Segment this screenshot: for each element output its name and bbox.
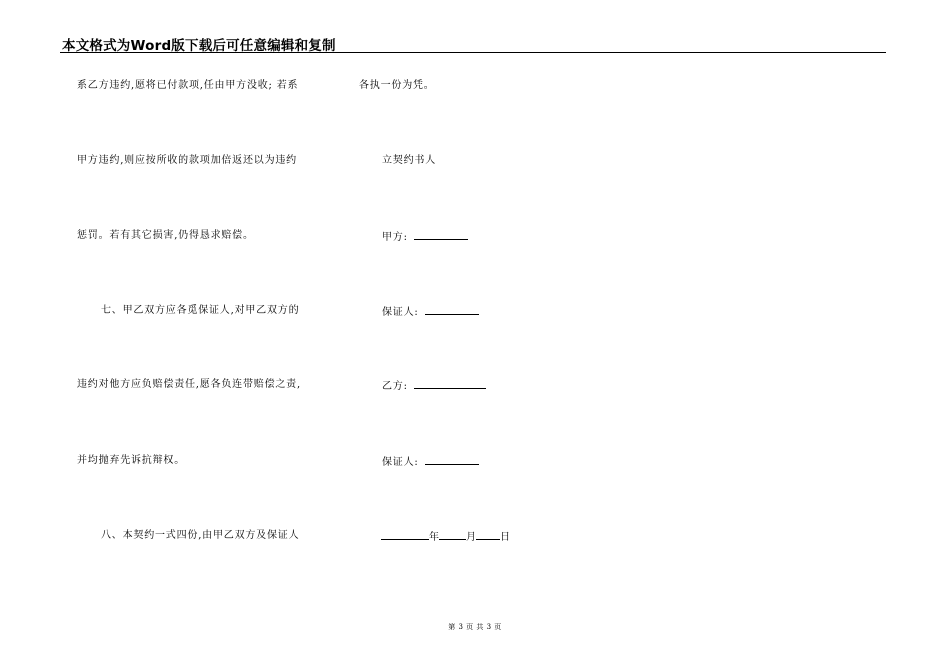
party-a-signature-line [382, 230, 468, 244]
party-a-blank[interactable] [414, 230, 468, 240]
body-line-2: 甲方违约,则应按所收的款项加倍返还以为违约 [77, 155, 297, 166]
guarantor-b-signature-line [382, 455, 479, 469]
signatories-heading: 立契约书人 [382, 155, 436, 166]
document-header-title: 本文格式为Word版下载后可任意编辑和复制 [62, 38, 336, 54]
party-b-label: 乙方: [382, 381, 408, 392]
header-divider [60, 52, 886, 53]
party-b-blank[interactable] [414, 379, 486, 389]
body-line-5: 违约对他方应负赔偿责任,愿各负连带赔偿之责, [77, 379, 301, 390]
date-day-label: 日 [500, 532, 510, 543]
body-line-6: 并均抛弃先诉抗辩权。 [77, 455, 185, 466]
date-year-blank[interactable] [381, 530, 429, 540]
guarantor-b-blank[interactable] [425, 455, 479, 465]
copies-note: 各执一份为凭。 [359, 80, 435, 91]
guarantor-a-label: 保证人: [382, 307, 419, 318]
body-line-1: 系乙方违约,愿将已付款项,任由甲方没收; 若系 [77, 80, 299, 91]
party-b-signature-line [382, 379, 486, 393]
date-year-label: 年 [429, 532, 439, 543]
date-month-label: 月 [466, 532, 476, 543]
guarantor-a-blank[interactable] [425, 305, 479, 315]
guarantor-a-signature-line [382, 305, 479, 319]
date-line [381, 530, 510, 544]
body-line-3: 惩罚。若有其它损害,仍得恳求赔偿。 [77, 230, 254, 241]
date-day-blank[interactable] [476, 530, 500, 540]
date-month-blank[interactable] [439, 530, 466, 540]
clause-seven-line: 七、甲乙双方应各觅保证人,对甲乙双方的 [101, 305, 300, 316]
page-footer: 第 3 页 共 3 页 [448, 623, 502, 631]
clause-eight-line: 八、本契约一式四份,由甲乙双方及保证人 [101, 530, 300, 541]
guarantor-b-label: 保证人: [382, 457, 419, 468]
party-a-label: 甲方: [382, 232, 408, 243]
